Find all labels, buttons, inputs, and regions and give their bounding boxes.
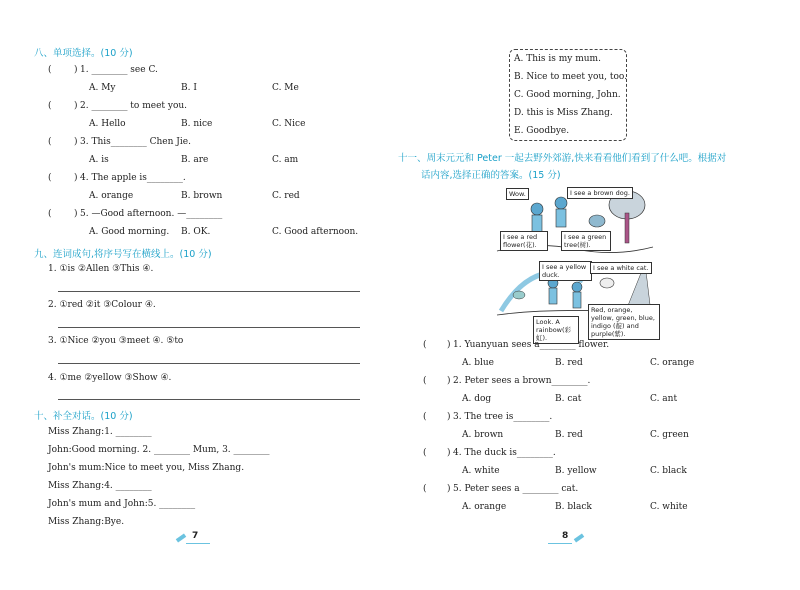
answer-line[interactable] bbox=[58, 363, 360, 364]
option-b: B. red bbox=[555, 358, 583, 368]
option-c: C. Me bbox=[272, 83, 299, 93]
question-stem: 4. The duck is________. bbox=[453, 448, 556, 458]
answer-bracket[interactable]: ( bbox=[423, 412, 427, 422]
page-number: 8 bbox=[562, 531, 569, 541]
reorder-item: 1. ①is ②Allen ③This ④. bbox=[48, 264, 154, 274]
page-underline bbox=[186, 543, 210, 544]
bracket-close: ) bbox=[447, 412, 451, 422]
dialogue-line: Miss Zhang:Bye. bbox=[48, 517, 125, 527]
option-c: C. Good morning, John. bbox=[514, 90, 621, 100]
section-9-title: 九、连词成句,将序号写在横线上。(10 分) bbox=[34, 249, 212, 260]
option-c: C. black bbox=[650, 466, 687, 476]
option-a: A. orange bbox=[89, 191, 134, 201]
answer-bracket[interactable]: ( bbox=[423, 448, 427, 458]
option-a: A. is bbox=[89, 155, 109, 165]
page-underline bbox=[548, 543, 572, 544]
dialogue-line: Miss Zhang:4. ________ bbox=[48, 481, 152, 491]
option-b: B. are bbox=[181, 155, 209, 165]
option-c: C. Good afternoon. bbox=[272, 227, 359, 237]
option-c: C. orange bbox=[650, 358, 695, 368]
option-a: A. This is my mum. bbox=[514, 54, 601, 64]
answer-bracket[interactable]: ( bbox=[423, 484, 427, 494]
answer-bracket[interactable]: ( bbox=[48, 65, 52, 75]
option-b: B. red bbox=[555, 430, 583, 440]
bubble-rainbow: Look. A rainbow(彩虹). bbox=[533, 316, 579, 344]
option-b: B. Nice to meet you, too. bbox=[514, 72, 628, 82]
page-number: 7 bbox=[192, 531, 199, 541]
answer-line[interactable] bbox=[58, 291, 360, 292]
question-stem: 1. Yuanyuan sees a________ flower. bbox=[453, 340, 610, 350]
bubble-white-cat: I see a white cat. bbox=[590, 262, 652, 274]
reorder-item: 2. ①red ②it ③Colour ④. bbox=[48, 300, 156, 310]
option-c: C. Nice bbox=[272, 119, 306, 129]
option-b: B. OK. bbox=[181, 227, 211, 237]
option-a: A. white bbox=[462, 466, 500, 476]
question-stem: 4. The apple is________. bbox=[80, 173, 186, 183]
answer-line[interactable] bbox=[58, 327, 360, 328]
pencil-icon bbox=[176, 533, 186, 542]
answer-bracket[interactable]: ( bbox=[48, 137, 52, 147]
question-stem: 3. This________ Chen Jie. bbox=[80, 137, 191, 147]
section-11-title-line2: 话内容,选择正确的答案。(15 分) bbox=[421, 170, 561, 181]
option-e: E. Goodbye. bbox=[514, 126, 570, 136]
answer-bracket[interactable]: ( bbox=[423, 376, 427, 386]
bubble-wow: Wow. bbox=[506, 188, 529, 200]
reorder-item: 4. ①me ②yellow ③Show ④. bbox=[48, 373, 172, 383]
bracket-close: ) bbox=[74, 137, 78, 147]
option-a: A. dog bbox=[462, 394, 492, 404]
bubble-rainbow-colors: Red, orange, yellow, green, blue, indigo (靛) and purple(紫). bbox=[588, 304, 660, 340]
option-c: C. green bbox=[650, 430, 689, 440]
option-b: B. I bbox=[181, 83, 197, 93]
option-b: B. yellow bbox=[555, 466, 597, 476]
bracket-close: ) bbox=[447, 484, 451, 494]
answer-bracket[interactable]: ( bbox=[48, 101, 52, 111]
dialogue-line: John:Good morning. 2. ________ Mum, 3. ________ bbox=[48, 445, 270, 455]
question-stem: 2. ________ to meet you. bbox=[80, 101, 188, 111]
question-stem: 3. The tree is________. bbox=[453, 412, 553, 422]
answer-bracket[interactable]: ( bbox=[48, 173, 52, 183]
dialogue-line: John's mum and John:5. ________ bbox=[48, 499, 196, 509]
bracket-close: ) bbox=[74, 65, 78, 75]
dialogue-line: Miss Zhang:1. ________ bbox=[48, 427, 152, 437]
question-stem: 2. Peter sees a brown________. bbox=[453, 376, 591, 386]
option-c: C. white bbox=[650, 502, 688, 512]
bubble-green-tree: I see a green tree(树). bbox=[561, 231, 611, 251]
option-b: B. cat bbox=[555, 394, 582, 404]
answer-bracket[interactable]: ( bbox=[48, 209, 52, 219]
reorder-item: 3. ①Nice ②you ③meet ④. ⑤to bbox=[48, 336, 184, 346]
section-11-title-line1: 十一、周末元元和 Peter 一起去野外郊游,快来看看他们看到了什么吧。根据对 bbox=[398, 153, 727, 164]
dialogue-line: John's mum:Nice to meet you, Miss Zhang. bbox=[48, 463, 245, 473]
pencil-icon bbox=[574, 533, 584, 542]
section-10-title: 十、补全对话。(10 分) bbox=[34, 411, 133, 422]
question-stem: 5. Peter sees a ________ cat. bbox=[453, 484, 579, 494]
answer-bracket[interactable]: ( bbox=[423, 340, 427, 350]
option-a: A. Hello bbox=[89, 119, 126, 129]
option-c: C. am bbox=[272, 155, 299, 165]
bracket-close: ) bbox=[74, 101, 78, 111]
option-a: A. blue bbox=[462, 358, 494, 368]
option-b: B. nice bbox=[181, 119, 213, 129]
question-stem: 5. —Good afternoon. —________ bbox=[80, 209, 223, 219]
bubble-yellow-duck: I see a yellow duck. bbox=[539, 261, 592, 281]
option-b: B. black bbox=[555, 502, 592, 512]
option-d: D. this is Miss Zhang. bbox=[514, 108, 613, 118]
bracket-close: ) bbox=[74, 209, 78, 219]
bubble-brown-dog: I see a brown dog. bbox=[567, 187, 633, 199]
bracket-close: ) bbox=[447, 340, 451, 350]
option-a: A. Good morning. bbox=[89, 227, 170, 237]
option-a: A. orange bbox=[462, 502, 507, 512]
option-b: B. brown bbox=[181, 191, 223, 201]
bubble-red-flower: I see a red flower(花). bbox=[500, 231, 548, 251]
option-a: A. My bbox=[89, 83, 116, 93]
bracket-close: ) bbox=[447, 448, 451, 458]
section-8-title: 八、单项选择。(10 分) bbox=[34, 48, 133, 59]
option-c: C. ant bbox=[650, 394, 678, 404]
bracket-close: ) bbox=[447, 376, 451, 386]
option-c: C. red bbox=[272, 191, 300, 201]
option-a: A. brown bbox=[462, 430, 504, 440]
question-stem: 1. ________ see C. bbox=[80, 65, 158, 75]
answer-line[interactable] bbox=[58, 399, 360, 400]
bracket-close: ) bbox=[74, 173, 78, 183]
